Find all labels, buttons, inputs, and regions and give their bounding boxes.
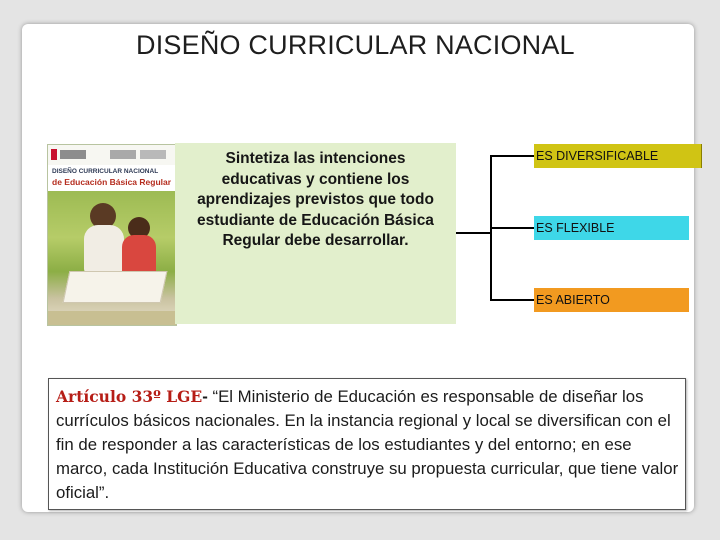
article-text: [56, 385, 680, 505]
ministry-logo-icon: [60, 150, 86, 159]
cover-footer-strip: [48, 311, 176, 325]
connector-line: [490, 227, 534, 229]
peru-flag-icon: [51, 149, 57, 160]
book-icon: [63, 271, 168, 303]
logo-icon: [140, 150, 166, 159]
connector-line: [490, 299, 534, 301]
tag-diversificable: ES DIVERSIFICABLE: [534, 144, 702, 168]
connector-line: [490, 155, 534, 157]
logo-icon: [110, 150, 136, 159]
cover-photo: [48, 191, 176, 325]
article-reference: Artículo 33º LGE: [56, 387, 203, 406]
slide: [22, 24, 694, 512]
tag-flexible: ES FLEXIBLE: [534, 216, 689, 240]
cover-header: [48, 145, 176, 165]
article-dash: -: [202, 387, 208, 406]
slide-title: DISEÑO CURRICULAR NACIONAL: [136, 30, 575, 60]
article-box: [48, 378, 686, 510]
article-body: “El Ministerio de Educación es responsable de diseñar los currículos básicos nacionales. En la instancia regional y local se diversifican con el fin de responder a las características de los estudiantes y del entorno; en ese marco, cada Institución Educativa construye su propuesta curricular, que tiene valor oficial”.: [56, 387, 679, 502]
tag-abierto: ES ABIERTO: [534, 288, 689, 312]
cover-subtitle: de Educación Básica Regular: [52, 177, 172, 187]
child-body-icon: [84, 225, 124, 273]
child-body-icon: [122, 235, 156, 275]
definition-box: [175, 143, 456, 324]
curriculum-cover-image: [47, 144, 177, 326]
cover-title: DISEÑO CURRICULAR NACIONAL: [52, 168, 159, 175]
definition-text: Sintetiza las intenciones educativas y contiene los aprendizajes previstos que todo estudiante de Educación Básica Regular debe desarrollar.: [197, 150, 434, 249]
connector-line: [456, 232, 492, 234]
